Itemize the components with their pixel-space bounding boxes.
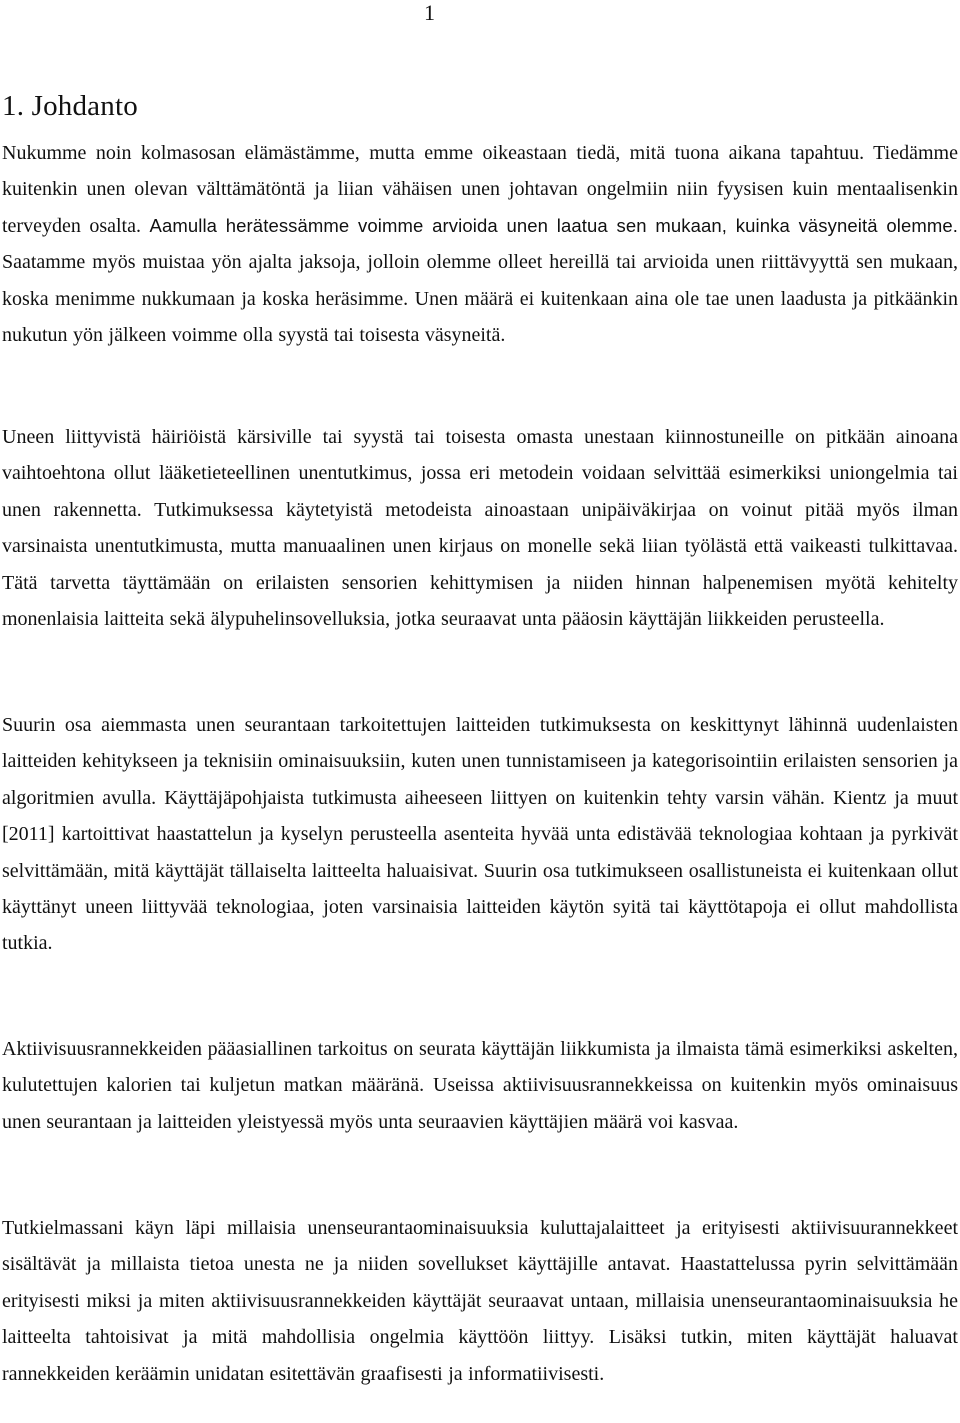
section-heading: 1. Johdanto: [2, 90, 138, 122]
paragraph-1-sentence-4: Unen määrä ei kuitenkaan aina ole tae unen laadusta ja pitkäänkin nukutun yön jälkeen voimme olla syystä tai toisesta väsyneitä.: [2, 287, 959, 347]
paragraph-4: Aktiivisuusrannekkeiden pääasiallinen tarkoitus on seurata käyttäjän liikkumista ja ilmaista tämä esimerkiksi askelten, kulutettujen kalorien tai kuljetun matkan määränä. Useissa aktiivisuusrannekkeissa on kuitenkin myös ominaisuus unen seurantaan ja laitteiden yleistyessä myös unta seuraavien käyttäjien määrä voi kasvaa.: [2, 1038, 958, 1133]
paragraph-1-sentence-2: Aamulla herätessämme voimme arvioida unen laatua sen mukaan, kuinka väsyneitä olemme.: [149, 214, 958, 236]
paragraph-3: Suurin osa aiemmasta unen seurantaan tarkoitettujen laitteiden tutkimuksesta on keskittynyt lähinnä uudenlaisten laitteiden kehitykseen ja teknisiin ominaisuuksiin, kuten unen tunnistamiseen ja kategorisointiin erilaisten sensorien ja algoritmien avulla. Käyttäjäpohjaista tutkimusta aiheeseen liittyen on kuitenkin tehty varsin vähän. Kientz ja muut [2011] kartoittivat haastattelun ja kyselyn perusteella asenteita hyvää unta edistävää teknologiaa kohtaan ja pyrkivät selvittämään, mitä käyttäjät tällaiselta laitteelta haluaisivat. Suurin osa tutkimukseen osallistuneista ei kuitenkaan ollut käyttänyt uneen liittyvää teknologiaa, joten varsinaisia laitteiden käytön syitä tai käyttötapoja ei ollut mahdollista tutkia.: [2, 714, 958, 955]
page-number: 1: [424, 0, 435, 25]
paragraph-1: [2, 135, 958, 353]
paragraph-1-sentence-1: Nukumme noin kolmasosan elämästämme, mutta emme oikeastaan tiedä, mitä tuona aikana tapahtuu. Tiedämme kuitenkin unen olevan välttämätöntä ja liian vähäisen unen johtavan ongelmiin niin fyysisen kuin mentaalisenkin terveyden osalta.: [2, 142, 958, 237]
paragraph-1-sentence-3: Saatamme myös muistaa yön ajalta jaksoja, jolloin olemme olleet hereillä tai arvioida unen riittävyyttä sen mukaan, koska menimme nukkumaan ja koska heräsimme.: [2, 251, 958, 310]
paragraph-2: Uneen liittyvistä häiriöistä kärsiville tai syystä tai toisesta omasta unestaan kiinnostuneille on pitkään ainoana vaihtoehtona ollut lääketieteellinen unentutkimus, jossa eri metodein voidaan selvittää esimerkiksi uniongelmia tai unen rakennetta. Tutkimuksessa käytetyistä metodeista ainoastaan unipäiväkirjaa on voinut pitää myös ilman varsinaista unentutkimusta, mutta manuaalinen unen kirjaus on monelle sekä liian työlästä että vaikeasti tulkittavaa. Tätä tarvetta täyttämään on erilaisten sensorien kehittymisen ja niiden hinnan halpenemisen myötä kehitelty monenlaisia laitteita sekä älypuhelinsovelluksia, jotka seuraavat unta pääosin käyttäjän liikkeiden perusteella.: [2, 426, 958, 631]
paragraph-5: Tutkielmassani käyn läpi millaisia unenseurantaominaisuuksia kuluttajalaitteet ja erityisesti aktiivisuurannekkeet sisältävät ja millaista tietoa unesta ne ja niiden sovellukset käyttäjille antavat. Haastattelussa pyrin selvittämään erityisesti miksi ja miten aktiivisuusrannekkeiden käyttäjät seuraavat untaan, millaisia unenseurantaominaisuuksia he laitteelta tahtoisivat ja mitä mahdollisia ongelmia käyttöön liittyy. Lisäksi tutkin, miten käyttäjät haluavat rannekkeiden keräämin unidatan esitettävän graafisesti ja informatiivisesti.: [2, 1217, 958, 1385]
